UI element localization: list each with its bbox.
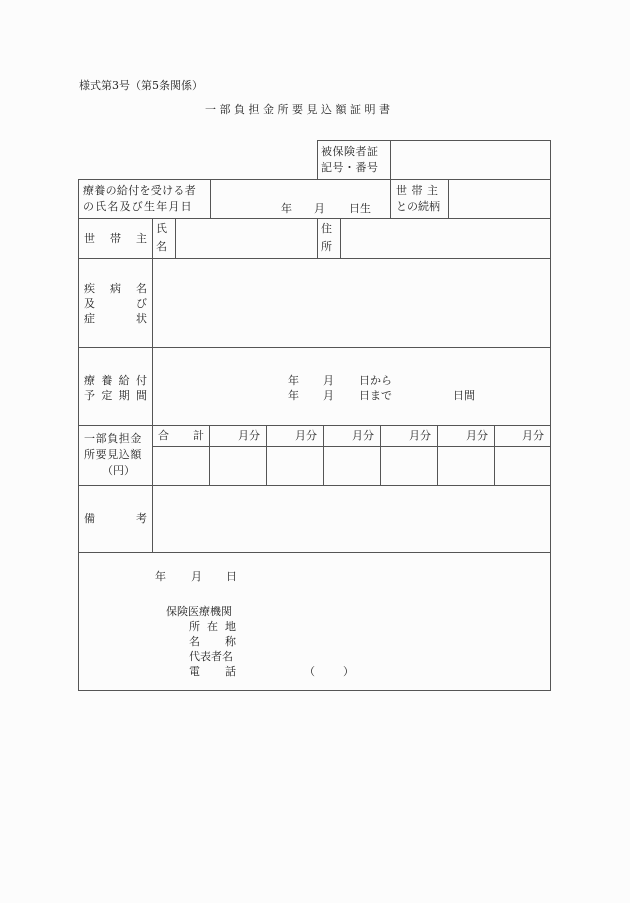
relation-label-2: との続柄	[396, 200, 440, 213]
row-divider	[78, 258, 550, 259]
label-char: 名	[189, 635, 200, 648]
label-char: 給	[118, 374, 130, 387]
row-divider	[78, 485, 550, 486]
phone-paren-open: （	[304, 665, 315, 678]
label-char: 計	[193, 429, 204, 442]
label-char: 予	[84, 389, 95, 402]
name-label-2: 名	[156, 240, 167, 253]
insurance-card-field[interactable]	[392, 142, 548, 177]
institution-field[interactable]	[245, 604, 545, 618]
disease-label-row-1	[84, 283, 147, 294]
month-header-5: 月分	[466, 429, 488, 442]
householder-address-field[interactable]	[342, 220, 548, 256]
label-char: 在	[207, 620, 218, 633]
days-label: 日間	[453, 389, 475, 402]
relation-field[interactable]	[450, 181, 548, 216]
col-divider	[210, 179, 211, 218]
householder-name-field[interactable]	[177, 220, 315, 256]
total-header	[158, 430, 204, 441]
label-char: 電	[189, 665, 200, 678]
cert-year-label: 年	[155, 570, 166, 583]
page-title: 一 部 負 担 金 所 要 見 込 額 証 明 書	[205, 103, 390, 116]
amount-month-field-5[interactable]	[439, 448, 493, 484]
label-char: 付	[135, 374, 147, 387]
label-char: 主	[136, 232, 147, 245]
month-header-3: 月分	[352, 429, 374, 442]
phone-paren-close: ）	[343, 665, 354, 678]
institution-address-label	[189, 621, 236, 632]
period-label-row-2	[84, 390, 147, 401]
col-divider	[266, 425, 267, 485]
label-char: 世	[84, 232, 95, 245]
institution-label: 保険医療機関	[166, 605, 232, 618]
representative-label: 代表者名	[189, 650, 233, 663]
amount-month-field-1[interactable]	[211, 448, 265, 484]
label-char: 療	[84, 374, 95, 387]
insurance-card-label-2: 記号・番号	[321, 161, 379, 174]
amount-label-1: 一部負担金	[84, 432, 142, 445]
recipient-name-field[interactable]	[212, 181, 388, 199]
amount-month-field-2[interactable]	[268, 448, 322, 484]
householder-label	[84, 233, 147, 244]
label-char: 養	[101, 374, 113, 387]
phone-label	[189, 666, 236, 677]
disease-field[interactable]	[154, 260, 548, 345]
row-divider	[78, 425, 550, 426]
cert-day-label: 日	[226, 570, 237, 583]
label-char: 及	[84, 297, 95, 310]
recipient-label-2: の氏名及び生年月日	[83, 200, 193, 213]
label-char: 病	[110, 282, 121, 295]
amount-month-field-6[interactable]	[496, 448, 549, 484]
col-divider	[494, 425, 495, 485]
col-divider	[152, 425, 153, 485]
row-divider	[78, 552, 550, 553]
name-label-1: 氏	[156, 222, 167, 235]
amount-month-field-3[interactable]	[325, 448, 379, 484]
month-header-6: 月分	[522, 429, 544, 442]
cert-month-label: 月	[191, 570, 202, 583]
amount-label-2: 所要見込額	[84, 448, 142, 461]
amount-total-field[interactable]	[154, 448, 208, 484]
address-label-1: 住	[321, 222, 332, 235]
month-header-2: 月分	[295, 429, 317, 442]
label-char: 称	[225, 635, 236, 648]
col-divider	[448, 179, 449, 218]
insurance-card-label-1: 被保険者証	[321, 145, 379, 158]
disease-label-row-3	[84, 313, 147, 324]
col-divider	[437, 425, 438, 485]
row-divider	[78, 347, 550, 348]
phone-field[interactable]	[245, 664, 545, 678]
col-divider	[209, 425, 210, 485]
remarks-label	[84, 513, 147, 524]
relation-label-1: 世 帯 主	[396, 184, 439, 197]
col-divider	[340, 218, 341, 258]
amount-month-field-4[interactable]	[382, 448, 436, 484]
label-char: 症	[84, 312, 95, 325]
to-month-label: 月	[323, 389, 334, 402]
disease-label-row-2	[84, 298, 147, 309]
label-char: 期	[118, 389, 130, 402]
label-char: 合	[158, 429, 169, 442]
birth-year-label: 年	[281, 202, 292, 215]
to-year-label: 年	[288, 389, 299, 402]
to-day-label: 日まで	[359, 389, 392, 402]
label-char: 話	[225, 665, 236, 678]
label-char: 備	[84, 512, 95, 525]
col-divider	[152, 485, 153, 552]
from-year-label: 年	[288, 374, 299, 387]
birth-month-label: 月	[314, 202, 325, 215]
month-header-4: 月分	[409, 429, 431, 442]
period-label-row-1	[84, 375, 147, 386]
remarks-field[interactable]	[154, 487, 548, 550]
label-char: 間	[135, 389, 147, 402]
row-divider	[152, 446, 550, 447]
form-number: 様式第3号（第5条関係）	[79, 79, 203, 92]
institution-address-field[interactable]	[245, 619, 545, 633]
label-char: 定	[101, 389, 113, 402]
amount-label-3: （円）	[102, 464, 135, 477]
institution-name-field[interactable]	[245, 634, 545, 648]
row-divider	[78, 218, 550, 219]
from-day-label: 日から	[359, 374, 392, 387]
label-char: 状	[136, 312, 147, 325]
from-month-label: 月	[323, 374, 334, 387]
col-divider	[390, 179, 391, 218]
label-char: 所	[189, 620, 200, 633]
label-char: 疾	[84, 282, 95, 295]
divider	[390, 140, 391, 179]
label-char: 考	[136, 512, 147, 525]
recipient-label-1: 療養の給付を受ける者	[83, 184, 196, 197]
label-char: び	[136, 297, 147, 310]
birth-day-label: 日生	[349, 202, 371, 215]
address-label-2: 所	[321, 240, 332, 253]
label-char: 帯	[110, 232, 121, 245]
col-divider	[380, 425, 381, 485]
institution-name-label	[189, 636, 236, 647]
label-char: 名	[136, 282, 147, 295]
col-divider	[317, 218, 318, 258]
col-divider	[323, 425, 324, 485]
col-divider	[175, 218, 176, 258]
representative-field[interactable]	[245, 649, 545, 663]
month-header-1: 月分	[238, 429, 260, 442]
label-char: 地	[225, 620, 236, 633]
